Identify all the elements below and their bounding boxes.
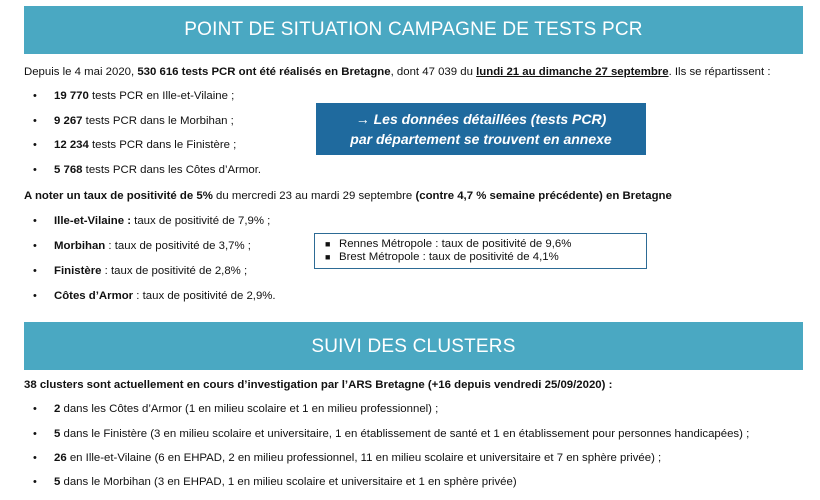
test-count: 5 768 [54, 164, 83, 176]
rate-text: : taux de positivité de 2,8% ; [101, 265, 248, 277]
clusters-banner-title: SUIVI DES CLUSTERS [24, 322, 803, 370]
pcr-intro-total: 530 616 tests PCR ont été réalisés en Bretagne [137, 66, 391, 78]
rate-text: : taux de positivité de 3,7% ; [105, 240, 251, 252]
rate-dept: Morbihan [54, 240, 106, 252]
bullet-icon: • [33, 240, 37, 252]
cluster-count: 26 [54, 452, 67, 464]
cluster-text: dans le Finistère (3 en milieu scolaire et universitaire, 1 en établissement de santé et 1 en établissement pour personnes handicapées) ; [60, 428, 750, 440]
bullet-icon: • [33, 215, 37, 227]
test-text: tests PCR dans les Côtes d’Armor. [82, 164, 262, 176]
bullet-icon: • [33, 452, 37, 464]
cluster-count: 2 [54, 403, 61, 415]
pcr-intro-part1: Depuis le 4 mai 2020, [24, 66, 138, 78]
pcr-banner-title: POINT DE SITUATION CAMPAGNE DE TESTS PCR [24, 6, 803, 54]
metro-rate-brest: Brest Métropole : taux de positivité de 4,1% [339, 251, 559, 263]
test-text: tests PCR dans le Morbihan ; [82, 115, 234, 127]
test-count: 19 770 [54, 90, 89, 102]
pcr-intro-part3: , dont 47 039 du [390, 66, 477, 78]
bullet-icon: • [33, 476, 37, 488]
bullet-icon: • [33, 115, 37, 127]
pcr-intro-period: lundi 21 au dimanche 27 septembre [476, 66, 669, 78]
test-text: tests PCR dans le Finistère ; [88, 139, 237, 151]
list-item [325, 238, 646, 251]
positivity-intro [24, 190, 672, 202]
list-item [325, 251, 646, 264]
cluster-count: 5 [54, 428, 61, 440]
pcr-intro [24, 66, 770, 78]
bullet-icon: • [33, 290, 37, 302]
test-count: 12 234 [54, 139, 89, 151]
clusters-intro: 38 clusters sont actuellement en cours d’investigation par l’ARS Bretagne (+16 depuis vendredi 25/09/2020) : [24, 379, 613, 391]
rate-dept: Côtes d’Armor [54, 290, 134, 302]
rate-dept: Finistère [54, 265, 102, 277]
positivity-comparison: (contre 4,7 % semaine précédente) en Bretagne [415, 190, 672, 202]
bullet-icon: • [33, 265, 37, 277]
cluster-text: dans le Morbihan (3 en EHPAD, 1 en milieu scolaire et universitaire et 1 en sphère privée) [60, 476, 517, 488]
rate-dept: Ille-et-Vilaine : [54, 215, 132, 227]
callout-line2: par département se trouvent en annexe [350, 131, 612, 147]
callout-line1: → Les données détaillées (tests PCR) [355, 111, 607, 127]
test-count: 9 267 [54, 115, 83, 127]
cluster-text: dans les Côtes d’Armor (1 en milieu scolaire et 1 en milieu professionnel) ; [60, 403, 439, 415]
bullet-icon: • [33, 428, 37, 440]
bullet-icon: • [33, 139, 37, 151]
cluster-text: en Ille-et-Vilaine (6 en EHPAD, 2 en milieu professionnel, 11 en milieu scolaire et universitaire et 7 en sphère privée) ; [66, 452, 662, 464]
annex-callout [316, 103, 646, 155]
rate-text: taux de positivité de 7,9% ; [131, 215, 271, 227]
bullet-icon: ■ [325, 252, 331, 262]
bullet-icon: • [33, 403, 37, 415]
metro-rates-box [314, 233, 647, 269]
pcr-intro-part5: . Ils se répartissent : [668, 66, 771, 78]
test-text: tests PCR en Ille-et-Vilaine ; [88, 90, 235, 102]
positivity-period: du mercredi 23 au mardi 29 septembre [212, 190, 416, 202]
metro-rate-rennes: Rennes Métropole : taux de positivité de 9,6% [339, 238, 572, 250]
cluster-count: 5 [54, 476, 61, 488]
bullet-icon: • [33, 90, 37, 102]
bullet-icon: ■ [325, 239, 331, 249]
bullet-icon: • [33, 164, 37, 176]
rate-text: : taux de positivité de 2,9%. [133, 290, 276, 302]
positivity-rate: A noter un taux de positivité de 5% [24, 190, 213, 202]
